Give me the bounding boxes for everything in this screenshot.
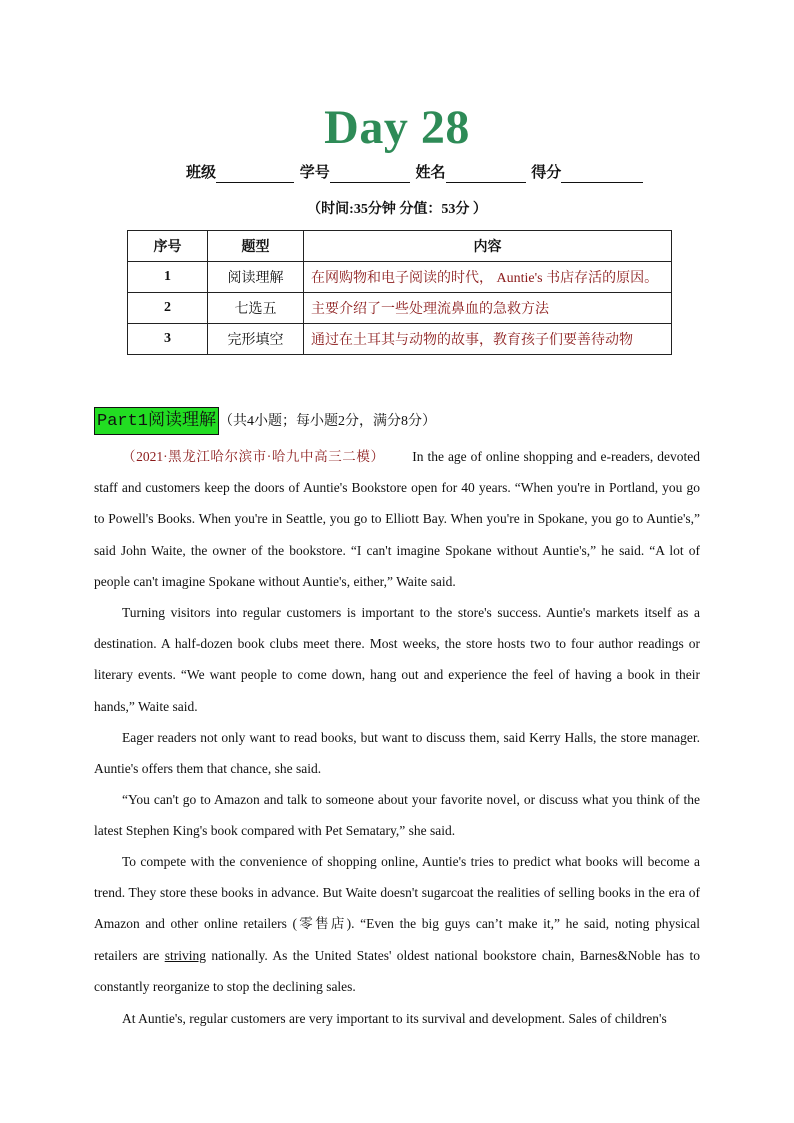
part1-label-en: Part1	[97, 412, 149, 431]
passage-paragraph-5	[94, 846, 700, 1002]
part1-heading	[94, 407, 436, 435]
part1-score-note: （共4小题；每小题2分，满分8分）	[219, 414, 437, 429]
table-header-row	[128, 231, 672, 262]
row-number: 2	[128, 293, 208, 324]
class-blank	[216, 166, 294, 183]
table-row	[128, 262, 672, 293]
column-header: 内容	[304, 231, 672, 262]
class-label: 班级	[186, 165, 217, 181]
column-header: 题型	[208, 231, 304, 262]
row-description: 在网购物和电子阅读的时代， Auntie's 书店存活的原因。	[304, 262, 672, 293]
row-type: 七选五	[208, 293, 304, 324]
student-info-line	[186, 163, 645, 183]
page-title: Day 28	[324, 101, 470, 154]
student-id-label: 学号	[299, 165, 330, 181]
name-label: 姓名	[415, 165, 446, 181]
row-description: 通过在土耳其与动物的故事，教育孩子们要善待动物	[304, 324, 672, 355]
row-number: 3	[128, 324, 208, 355]
row-description: 主要介绍了一些处理流鼻血的急救方法	[304, 293, 672, 324]
part1-label-box	[94, 407, 219, 435]
table-row	[128, 324, 672, 355]
underlined-word: striving	[164, 947, 206, 963]
paragraph-5-text-b: nationally. As the United States' oldest national bookstore chain, Barnes&Noble has to constantly reorganize to stop the declining sales.	[94, 947, 700, 994]
passage-paragraph-2: Turning visitors into regular customers is important to the store's success. Auntie's markets itself as a destination. A half-dozen book clubs meet there. Most weeks, the store hosts two to four author readings or literary events. “We want people to come down, hang out and experience the feel of having a book in their hands,” Waite said.	[94, 605, 700, 714]
column-header: 序号	[128, 231, 208, 262]
table-row	[128, 293, 672, 324]
student-id-blank	[330, 166, 410, 183]
score-label: 得分	[531, 165, 562, 181]
passage-paragraph-1	[94, 441, 700, 597]
row-type: 阅读理解	[208, 262, 304, 293]
paragraph-1-text: In the age of online shopping and e-readers, devoted staff and customers keep the doors of Auntie's Bookstore open for 40 years. “When you're in Portland, you go to Powell's Books. When you're in Seattle, you go to Elliott Bay. When you're in Spokane, you go to Auntie's,” said John Waite, the owner of the bookstore. “I can't imagine Spokane without Auntie's,” he said. “A lot of people can't imagine Spokane without Auntie's, either,” Waite said.	[94, 449, 700, 589]
time-score-meta: （时间:35分钟 分值：53分 ）	[307, 202, 487, 217]
passage-paragraph-6: At Auntie's, regular customers are very important to its survival and development. Sales of children's	[122, 1011, 667, 1026]
summary-table	[127, 230, 672, 355]
part1-label-cn: 阅读理解	[148, 410, 217, 430]
row-number: 1	[128, 262, 208, 293]
row-type: 完形填空	[208, 324, 304, 355]
passage-source: （2021·黑龙江哈尔滨市·哈九中高三二模）	[122, 449, 385, 464]
passage-paragraph-4: “You can't go to Amazon and talk to someone about your favorite novel, or discuss what you think of the latest Stephen King's book compared with Pet Sematary,” she said.	[94, 792, 700, 839]
score-blank	[561, 166, 643, 183]
paragraph-5-text-a: To compete with the convenience of shopping online, Auntie's tries to predict what books will become a trend. They store these books in advance. But Waite doesn't sugarcoat the realities of selling books in the era of Amazon and other online retailers (零售店). “Even the big guys can’t make it,” he said, noting physical retailers are	[94, 854, 700, 963]
passage-paragraph-3: Eager readers not only want to read books, but want to discuss them, said Kerry Halls, the store manager. Auntie's offers them that chance, she said.	[94, 730, 700, 777]
name-blank	[446, 166, 526, 183]
